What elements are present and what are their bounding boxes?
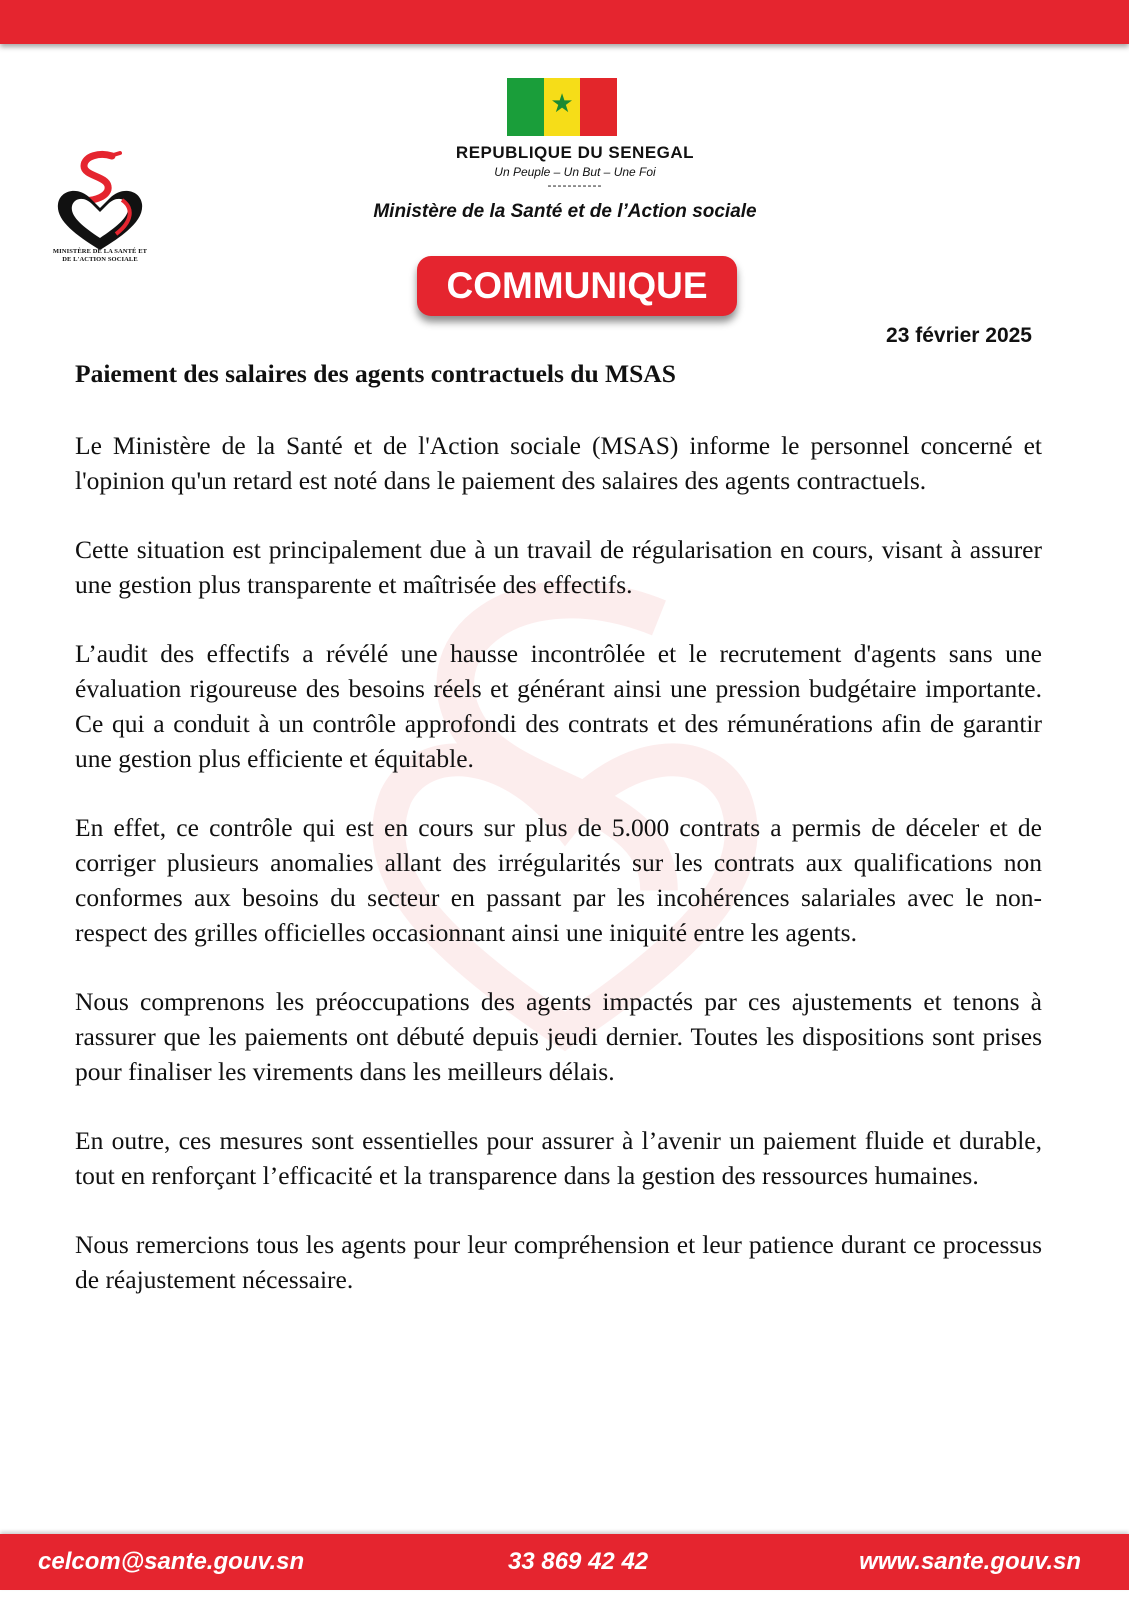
document-body — [75, 428, 1042, 1331]
document-subject: Paiement des salaires des agents contractuels du MSAS — [75, 359, 676, 388]
body-paragraph: Cette situation est principalement due à un travail de régularisation en cours, visant à assurer une gestion plus transparente et maîtrisée des effectifs. — [75, 535, 1042, 599]
ministry-name: Ministère de la Santé et de l’Action sociale — [373, 201, 757, 222]
logo-caption: MINISTÈRE DE LA SANTÉ ET DE L'ACTION SOCIALE — [52, 248, 148, 263]
communique-banner: COMMUNIQUE — [417, 256, 737, 316]
footer-email: celcom@sante.gouv.sn — [38, 1548, 305, 1575]
footer-phone: 33 869 42 42 — [508, 1548, 649, 1575]
body-paragraph: Nous remercions tous les agents pour leur compréhension et leur patience durant ce processus de réajustement nécessaire. — [75, 1230, 1042, 1294]
senegal-flag — [507, 78, 617, 136]
republic-title: REPUBLIQUE DU SENEGAL — [455, 143, 695, 162]
star-icon: ★ — [550, 89, 574, 119]
body-paragraph: L’audit des effectifs a révélé une hausse incontrôlée et le recrutement d'agents sans une évaluation rigoureuse des besoins réels et générant ainsi une pression budgétaire importante. Ce qui a conduit à un contrôle approfondi des contrats et des rémunérations afin de garantir une gestion plus efficiente et équitable. — [75, 639, 1042, 773]
footer-band — [0, 1534, 1129, 1590]
body-paragraph: Le Ministère de la Santé et de l'Action sociale (MSAS) informe le personnel concerné et l'opinion qu'un retard est noté dans le paiement des salaires des agents contractuels. — [75, 431, 1042, 495]
national-motto: Un Peuple – Un But – Une Foi — [494, 165, 656, 179]
body-paragraph: En effet, ce contrôle qui est en cours sur plus de 5.000 contrats a permis de déceler et de corriger plusieurs anomalies allant des irrégularités sur les contrats aux qualifications non conformes aux besoins du secteur en passant par les incohérences salariales avec le non-respect des grilles officielles occasionnant ainsi une iniquité entre les agents. — [75, 813, 1042, 947]
top-red-band — [0, 0, 1129, 44]
body-paragraph: En outre, ces mesures sont essentielles pour assurer à l’avenir un paiement fluide et durable, tout en renforçant l’efficacité et la transparence dans la gestion des ressources humaines. — [75, 1126, 1042, 1190]
document-date: 23 février 2025 — [886, 324, 1032, 347]
footer-website: www.sante.gouv.sn — [859, 1548, 1081, 1575]
body-paragraph: Nous comprenons les préoccupations des agents impactés par ces ajustements et tenons à rassurer que les paiements ont débuté depuis jeudi dernier. Toutes les dispositions sont prises pour finaliser les virements dans les meilleurs délais. — [75, 987, 1042, 1086]
header-separator: ----------- — [547, 178, 603, 192]
